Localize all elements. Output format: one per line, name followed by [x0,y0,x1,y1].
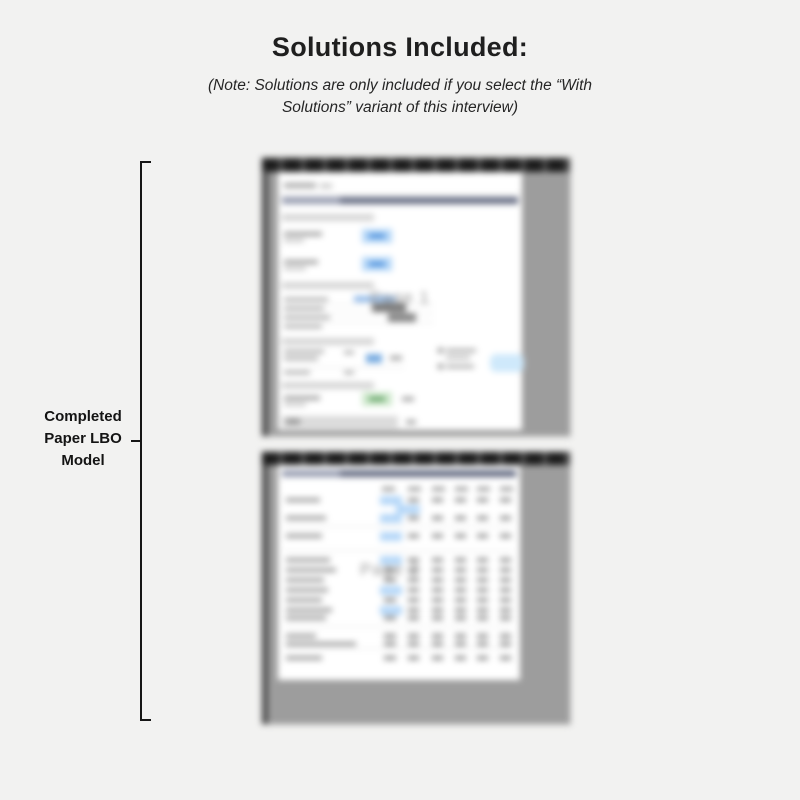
sheet-title-blob [320,184,332,188]
section-title-bar [282,470,516,477]
row-label-blob [286,616,326,620]
cell-value-blob [477,616,488,620]
row-label-blob [286,578,324,582]
cell-value-blob [500,516,511,520]
section-title-bar [282,197,518,204]
cell-value-blob [455,616,466,620]
divider [284,322,434,323]
row-label-blob [284,371,310,374]
cell-value-blob [384,656,396,660]
cell-value-blob [477,642,488,646]
note-line-2: Solutions” variant of this interview) [281,99,519,116]
row-label-blob [286,598,322,602]
sheet-title-blob [284,183,316,188]
cell-value-blob [384,634,396,638]
note-text [0,75,800,119]
blue-smudge-blob [366,354,382,363]
cell-value-blob [432,534,443,538]
cell-value-blob [432,642,443,646]
spreadsheet-toolbar-blur [262,158,570,172]
section-header-bar [282,214,374,221]
cell-value-blob [477,516,488,520]
legend-square-blob [438,364,443,369]
row-label-blob [284,316,330,319]
cell-value-blob [477,534,488,538]
spreadsheet-toolbar-blur [262,452,570,465]
cell-value-blob [455,656,466,660]
cell-value-blob [500,578,511,582]
cell-value-blob [369,397,385,401]
row-label-blob [284,403,306,406]
cell-value-blob [500,616,511,620]
cell-value-blob [408,634,419,638]
cell-value-blob [477,568,488,572]
cell-value-blob [477,578,488,582]
page1-watermark: Page 1 [370,288,430,307]
cell-value-blob [477,608,488,612]
legend-square-blob [438,348,443,353]
cell-value-blob [432,568,443,572]
column-header-blob [382,487,395,491]
cell-value-blob [344,351,354,354]
cell-value-blob [406,420,416,424]
column-header-blob [500,487,513,491]
cell-value-blob [432,616,443,620]
divider [278,194,522,195]
bracket-label-line-1: Completed [44,408,122,425]
cell-value-blob [408,656,419,660]
row-label-blob [446,365,474,368]
spreadsheet-left-edge-blur [262,465,268,724]
cell-value-blob [500,656,511,660]
cell-value-blob [384,616,396,620]
section-header-bar [282,382,374,389]
cell-value-blob [432,634,443,638]
cell-value-blob [500,642,511,646]
cell-value-blob [477,588,488,592]
cell-value-blob [455,634,466,638]
cell-value-blob [455,578,466,582]
divider [284,367,404,368]
cell-value-blob [432,598,443,602]
row-label-blob [286,516,326,520]
row-label-blob [284,350,324,353]
cell-value-blob [286,419,300,424]
cell-value-blob [500,558,511,562]
cell-value-blob [477,558,488,562]
cell-value-blob [500,534,511,538]
row-label-blob [286,634,316,638]
cell-value-blob [402,397,414,401]
cell-value-blob [455,498,466,502]
cell-value-blob [369,234,385,238]
row-label-blob [284,267,306,270]
divider [284,626,512,627]
row-label-blob [286,498,320,502]
cell-value-blob [408,516,419,520]
column-header-blob [455,487,468,491]
cell-value-blob [500,568,511,572]
bracket-bottom-arm [140,719,151,721]
cell-value-blob [477,656,488,660]
cell-value-blob [408,608,419,612]
column-header-blob [432,487,445,491]
row-label-blob [286,642,356,646]
row-label-blob [284,260,318,264]
green-result-cell [362,392,392,406]
cell-value-blob [455,642,466,646]
spreadsheet-left-edge-blur [262,171,268,436]
bracket-label-line-3: Model [61,452,105,469]
row-label-blob [286,558,330,562]
blue-value-blob [396,505,420,514]
cell-value-blob [432,498,443,502]
cell-value-blob [408,616,419,620]
screenshot-paper-lbo-page2 [262,452,570,724]
divider [284,550,512,551]
cell-value-blob [500,598,511,602]
cell-value-blob [455,608,466,612]
cell-value-blob [455,534,466,538]
row-label-blob [284,239,304,242]
row-label-blob [286,608,332,612]
cell-value-blob [408,588,419,592]
row-label-blob [446,356,470,359]
column-header-blob [408,487,421,491]
divider [284,648,512,649]
column-header-blob [477,487,490,491]
cell-value-blob [500,608,511,612]
cell-value-blob [477,598,488,602]
cell-value-blob [408,642,419,646]
row-label-blob [284,325,322,328]
row-label-blob [286,656,322,660]
cell-value-blob [455,598,466,602]
cell-value-blob [500,588,511,592]
cell-value-blob [432,578,443,582]
note-line-1: (Note: Solutions are only included if you select the “With [207,77,593,94]
blue-value-blob [380,606,402,615]
row-label-blob [446,349,476,352]
cell-value-blob [369,262,385,266]
cell-value-blob [408,598,419,602]
cell-value-blob [390,356,402,360]
cell-value-blob [432,516,443,520]
section-header-bar [282,338,374,345]
page-title: Solutions Included: [271,32,529,62]
cell-value-blob [432,608,443,612]
cell-value-blob [432,656,443,660]
bracket-label-line-2: Paper LBO [44,430,122,447]
row-label-blob [286,534,322,538]
cell-value-blob [477,498,488,502]
row-label-blob [284,396,320,400]
row-label-blob [286,568,336,572]
bracket-vertical-line [140,161,142,721]
row-label-blob [284,307,324,310]
cell-value-blob [432,588,443,592]
cell-value-blob [477,634,488,638]
bracket-label [28,406,138,472]
cell-value-blob [455,516,466,520]
cell-value-blob [344,371,354,374]
cell-value-blob [432,558,443,562]
row-label-blob [284,298,328,301]
blue-value-blob [380,496,402,505]
cell-value-blob [384,642,396,646]
blue-value-blob [380,514,402,523]
divider [284,526,512,527]
cell-value-blob [455,568,466,572]
blue-value-blob [380,532,402,541]
row-label-blob [286,588,328,592]
cell-value-blob [408,498,419,502]
cell-value-blob [500,498,511,502]
lightblue-highlight-blob [490,354,524,372]
blue-value-blob [380,586,402,595]
section-header-bar [282,282,374,289]
blue-input-cell [362,257,392,271]
row-label-blob [284,357,318,360]
cell-value-blob [455,558,466,562]
page2-watermark: Page 2 [360,560,420,579]
cell-value-blob [408,534,419,538]
dark-smudge-blob [388,313,416,322]
bracket-top-arm [140,161,151,163]
cell-value-blob [384,598,396,602]
screenshot-paper-lbo-page1 [262,158,570,436]
row-label-blob [284,232,322,236]
blue-input-cell [362,229,392,243]
cell-value-blob [500,634,511,638]
cell-value-blob [455,588,466,592]
